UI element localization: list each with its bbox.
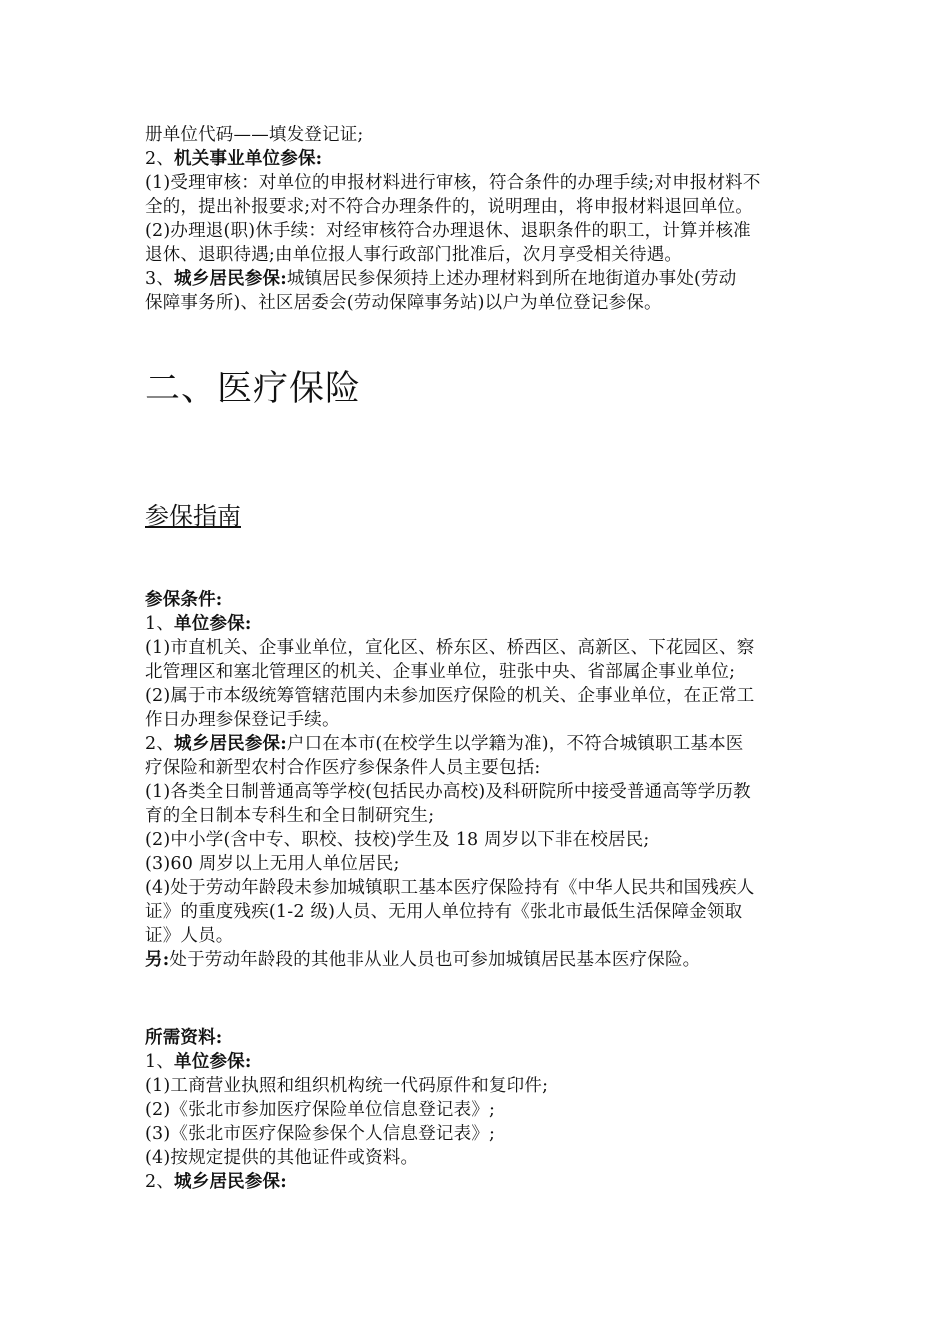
item-title: 城乡居民参保: [174,1172,287,1192]
item-title: 机关事业单位参保: [174,149,323,169]
text-line: (1)市直机关、企事业单位，宣化区、桥东区、桥西区、高新区、下花园区、察 [145,638,755,658]
text-line: (3)60 周岁以上无用人单位居民; [145,854,400,874]
materials-title: 所需资料: [145,1028,223,1048]
item-number: 1、 [145,614,175,634]
text-line: (2)属于市本级统筹管辖范围内未参加医疗保险的机关、企事业单位，在正常工 [145,686,755,706]
text-line: 作日办理参保登记手续。 [145,710,340,730]
note-label: 另: [145,950,170,970]
text-line: 育的全日制本专科生和全日制研究生; [145,806,435,826]
subsection-heading: 参保指南 [145,502,241,530]
text-line: (1)工商营业执照和组织机构统一代码原件和复印件; [145,1076,549,1096]
text-line: (1)受理审核：对单位的申报材料进行审核，符合条件的办理手续;对申报材料不 [145,173,761,193]
text-line: 疗保险和新型农村合作医疗参保条件人员主要包括: [145,758,541,778]
item-title: 城乡居民参保: [174,269,287,289]
item-number: 1、 [145,1052,175,1072]
text-line: (4)按规定提供的其他证件或资料。 [145,1148,419,1168]
list-item-heading [145,612,810,636]
item-text: 户口在本市(在校学生以学籍为准)，不符合城镇职工基本医 [286,734,744,754]
document-page [145,123,810,1194]
list-item-heading [145,1170,810,1194]
text-line: 退休、退职待遇;由单位报人事行政部门批准后，次月享受相关待遇。 [145,245,683,265]
text-line: 证》的重度残疾(1-2 级)人员、无用人单位持有《张北市最低生活保障金领取 [145,902,743,922]
item-number: 2、 [145,149,175,169]
list-item-heading [145,1050,810,1074]
text-line: 册单位代码——填发登记证; [145,125,364,145]
text-line: (2)办理退(职)休手续：对经审核符合办理退休、退职条件的职工，计算并核准 [145,221,751,241]
text-line: 全的，提出补报要求;对不符合办理条件的，说明理由，将申报材料退回单位。 [145,197,753,217]
note-line [145,948,810,972]
list-item-heading [145,267,810,291]
text-line: 北管理区和塞北管理区的机关、企事业单位，驻张中央、省部属企事业单位; [145,662,736,682]
item-title: 单位参保: [174,614,252,634]
text-line: (3)《张北市医疗保险参保个人信息登记表》; [145,1124,496,1144]
text-line: 证》人员。 [145,926,234,946]
list-item-heading [145,147,810,171]
text-line: (4)处于劳动年龄段未参加城镇职工基本医疗保险持有《中华人民共和国残疾人 [145,878,755,898]
item-number: 2、 [145,1172,175,1192]
item-number: 3、 [145,269,175,289]
item-text: 城镇居民参保须持上述办理材料到所在地街道办事处(劳动 [286,269,737,289]
text-line: (2)中小学(含中专、职校、技校)学生及 18 周岁以下非在校居民; [145,830,650,850]
item-title: 城乡居民参保: [174,734,287,754]
text-line: (2)《张北市参加医疗保险单位信息登记表》; [145,1100,496,1120]
item-number: 2、 [145,734,175,754]
list-item-heading [145,732,810,756]
item-title: 单位参保: [174,1052,252,1072]
text-line: 保障事务所)、社区居委会(劳动保障事务站)以户为单位登记参保。 [145,293,662,313]
note-text: 处于劳动年龄段的其他非从业人员也可参加城镇居民基本医疗保险。 [169,950,701,970]
section-heading: 二、医疗保险 [145,369,362,409]
text-line: (1)各类全日制普通高等学校(包括民办高校)及科研院所中接受普通高等学历教 [145,782,751,802]
conditions-title: 参保条件: [145,590,223,610]
